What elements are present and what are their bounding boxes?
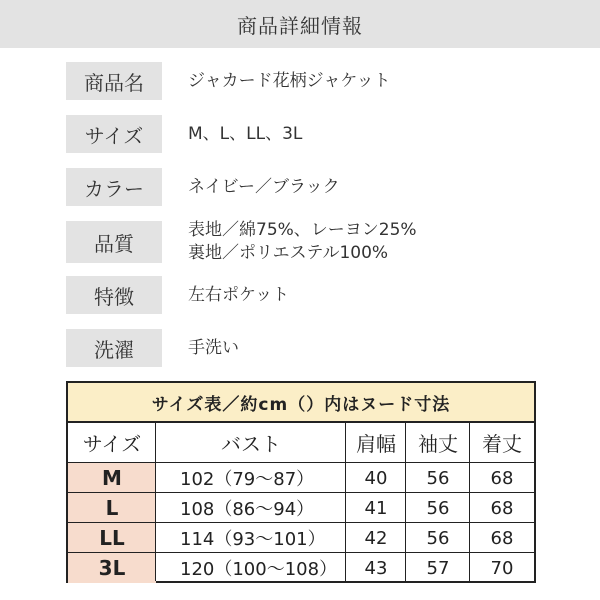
column-header-size: サイズ (82, 431, 142, 456)
info-label: カラー (66, 168, 162, 206)
column-divider (469, 423, 470, 581)
info-row-size (66, 115, 566, 153)
page-header (0, 0, 600, 48)
info-row-material (66, 221, 566, 263)
column-header-bust: バスト (221, 431, 281, 456)
info-value-line: 表地／綿75%、レーヨン25% (188, 220, 417, 240)
size-cell: M (68, 463, 156, 493)
info-value (188, 62, 390, 100)
info-value-line: 裏地／ポリエステル100% (188, 243, 389, 263)
length-cell: 68 (490, 497, 514, 519)
bust-cell: 108（86〜94） (180, 499, 315, 520)
sleeve-cell: 56 (426, 467, 450, 489)
column-divider (155, 423, 156, 581)
sleeve-cell: 57 (426, 557, 450, 579)
info-value-line: ネイビー／ブラック (188, 176, 340, 197)
info-value (188, 221, 417, 263)
size-cell: LL (68, 523, 156, 553)
info-value-line: 手洗い (188, 337, 239, 358)
info-value (188, 115, 302, 153)
bust-cell: 120（100〜108） (180, 559, 338, 580)
info-value (188, 168, 340, 206)
page-title: 商品詳細情報 (237, 13, 363, 38)
sleeve-cell: 56 (426, 527, 450, 549)
info-label: 洗濯 (66, 329, 162, 367)
info-value-line: ジャカード花柄ジャケット (188, 70, 391, 91)
info-row-color (66, 168, 566, 206)
length-cell: 68 (490, 467, 514, 489)
size-cell: 3L (68, 553, 156, 583)
info-label: サイズ (66, 115, 162, 153)
size-table-caption: サイズ表／約cm（）内はヌード寸法 (68, 383, 534, 423)
row-divider (68, 462, 534, 463)
column-header-shoulder: 肩幅 (356, 431, 396, 456)
info-label: 商品名 (66, 62, 162, 100)
shoulder-cell: 41 (364, 497, 388, 519)
info-label: 品質 (66, 221, 162, 263)
shoulder-cell: 40 (364, 467, 388, 489)
sleeve-cell: 56 (426, 497, 450, 519)
bust-cell: 102（79〜87） (180, 469, 315, 490)
row-divider (68, 522, 534, 523)
row-divider (68, 492, 534, 493)
info-row-features (66, 276, 566, 314)
column-divider (405, 423, 406, 581)
length-cell: 68 (490, 527, 514, 549)
size-cell: L (68, 493, 156, 523)
info-value (188, 276, 289, 314)
info-value-line: 左右ポケット (188, 284, 290, 305)
info-row-product-name (66, 62, 566, 100)
info-value (188, 329, 239, 367)
shoulder-cell: 42 (364, 527, 388, 549)
length-cell: 70 (490, 557, 514, 579)
info-label: 特徴 (66, 276, 162, 314)
info-value-line: M、L、LL、3L (188, 123, 303, 144)
size-table (66, 381, 536, 583)
shoulder-cell: 43 (364, 557, 388, 579)
bust-cell: 114（93〜101） (180, 529, 326, 550)
column-divider (345, 423, 346, 581)
column-header-length: 着丈 (482, 431, 522, 456)
info-row-washing (66, 329, 566, 367)
row-divider (68, 552, 534, 553)
column-header-sleeve: 袖丈 (418, 431, 458, 456)
